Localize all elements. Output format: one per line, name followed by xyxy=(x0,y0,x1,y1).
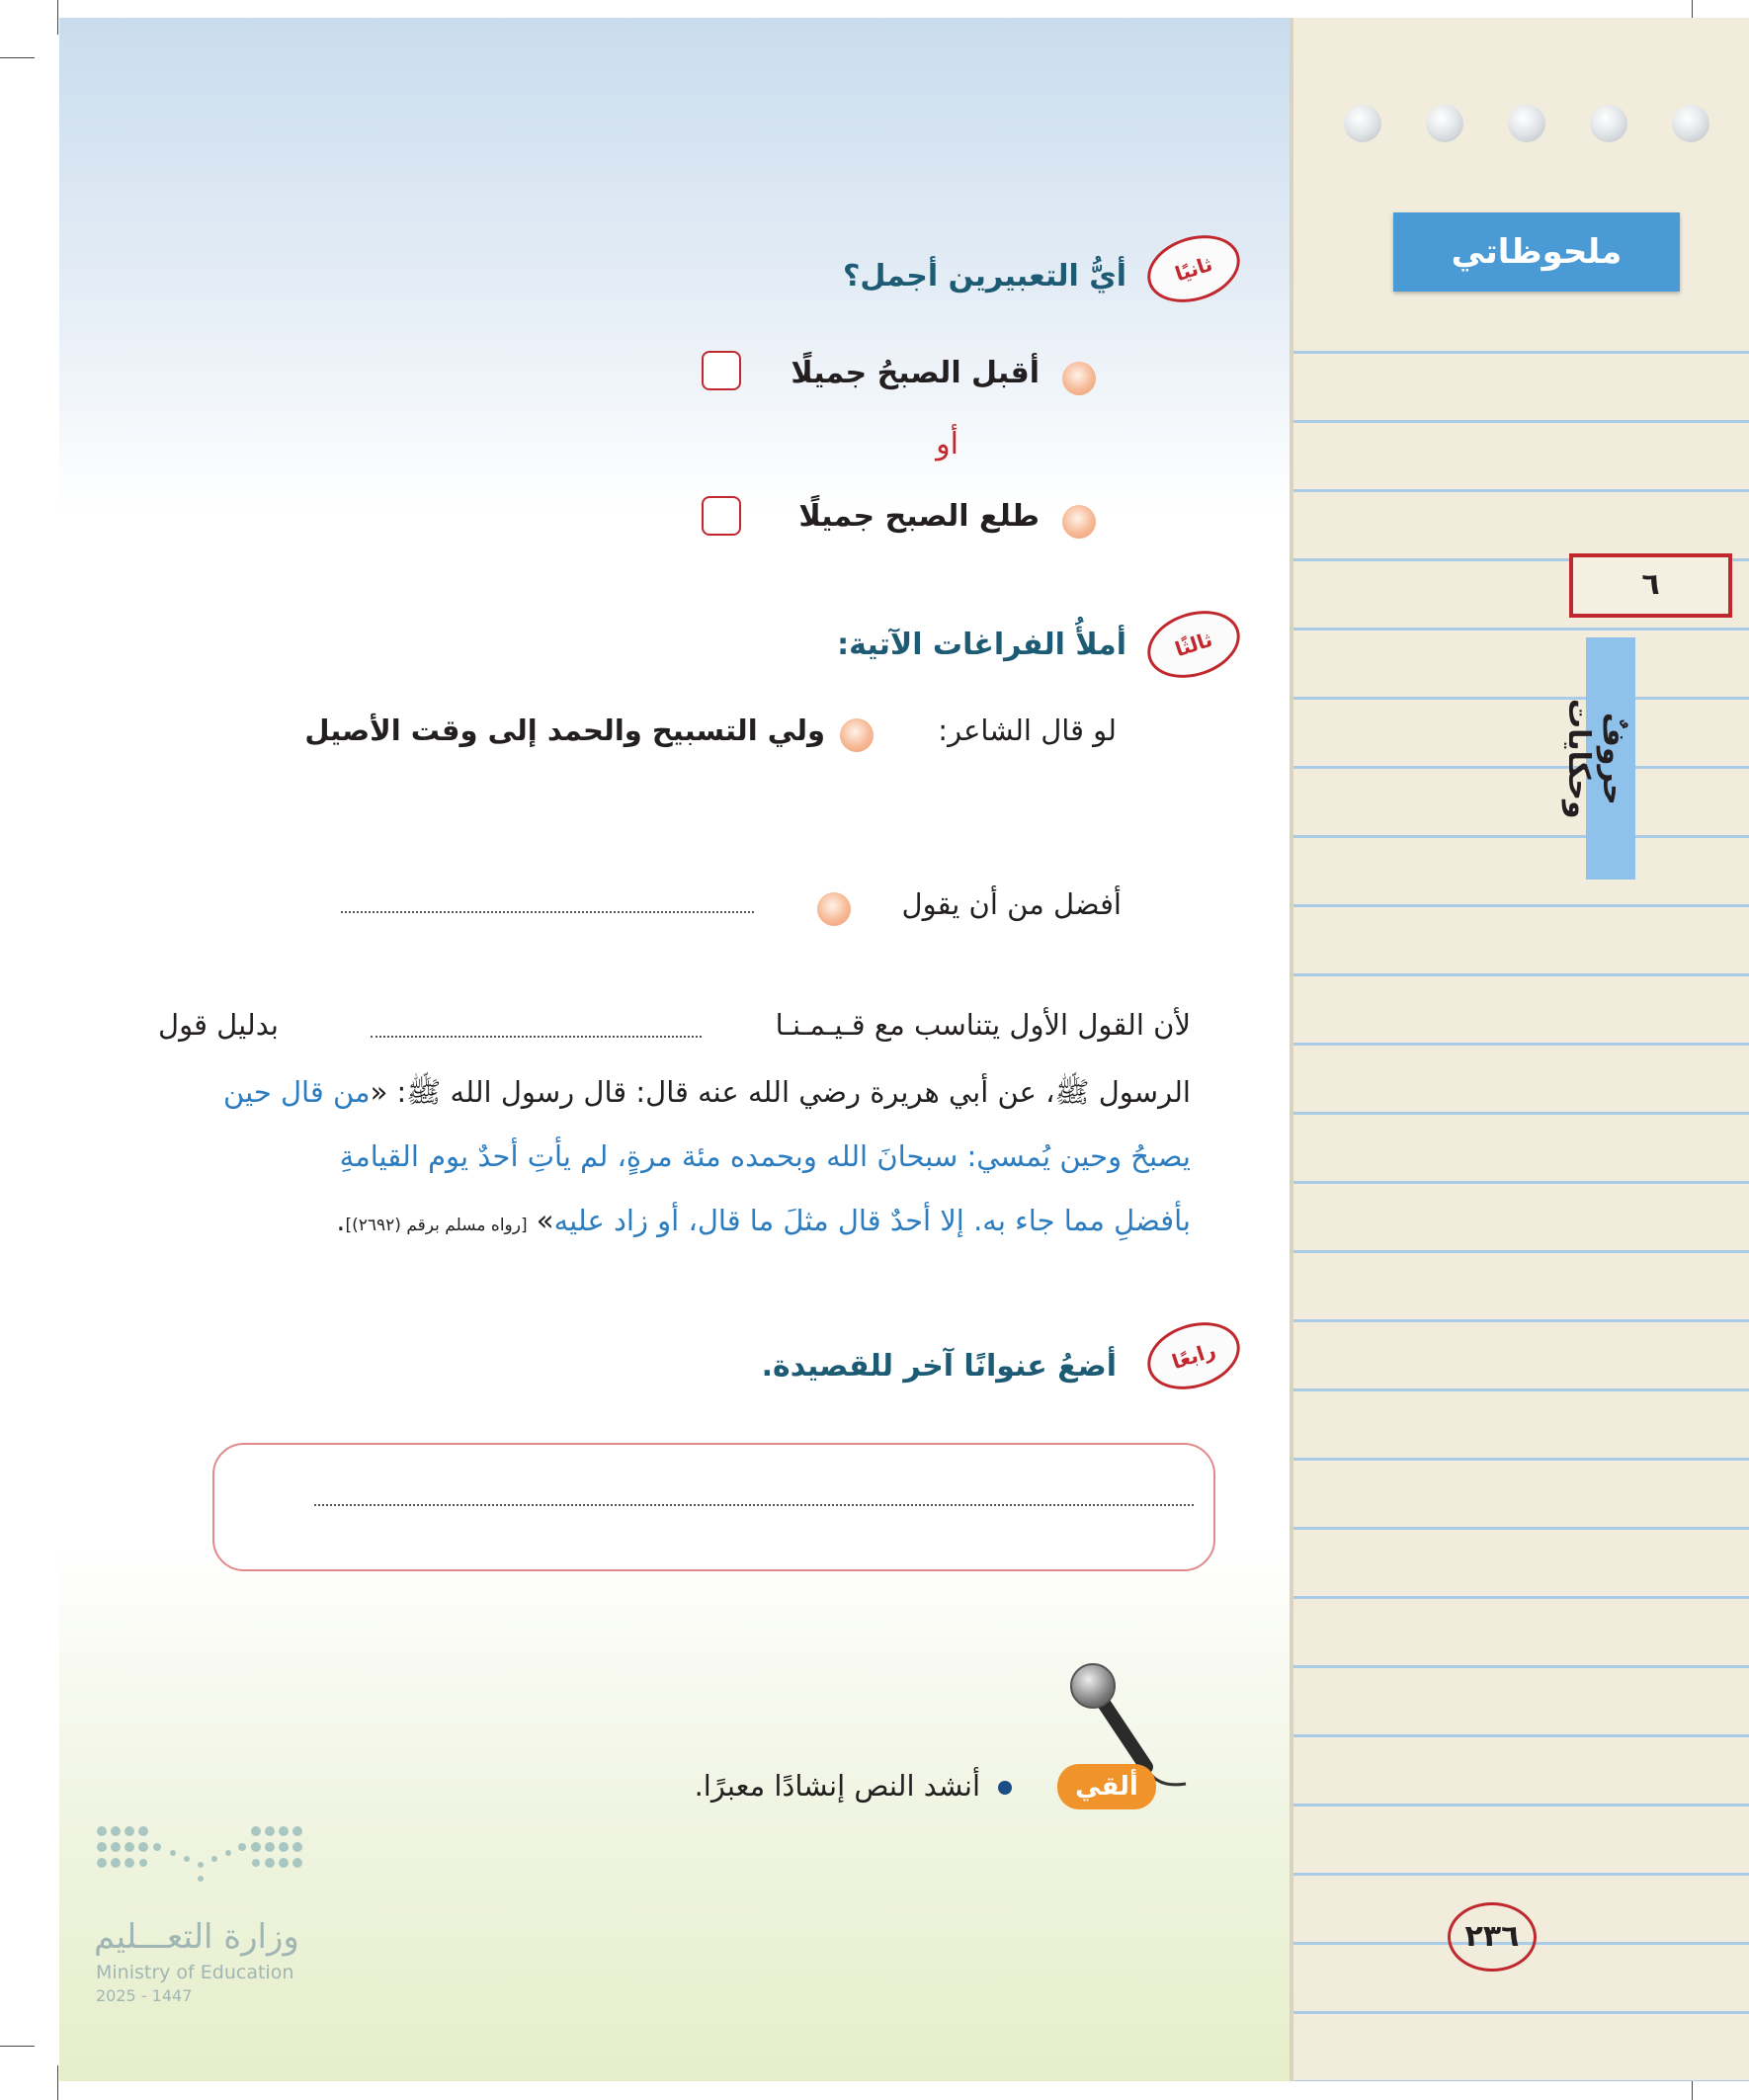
section-badge-fourth: رابعًا xyxy=(1138,1311,1248,1401)
line-1-prefix: لو قال الشاعر: xyxy=(938,714,1117,747)
title-answer-box[interactable] xyxy=(212,1443,1215,1571)
ministry-name-en: Ministry of Education xyxy=(96,1962,294,1983)
hadith-text-start: من قال حين xyxy=(223,1075,371,1109)
recite-instruction: أنشد النص إنشادًا معبرًا. xyxy=(694,1769,980,1803)
or-label: أو xyxy=(936,427,958,462)
section-2-question: أيُّ التعبيرين أجمل؟ xyxy=(842,259,1126,294)
section-4-question: أضعُ عنوانًا آخر للقصيدة. xyxy=(761,1349,1117,1384)
line-1-quote: ولي التسبيح والحمد إلى وقت الأصيل xyxy=(304,714,825,747)
section-3-question: أملأُ الفراغات الآتية: xyxy=(837,628,1126,662)
recite-bullet xyxy=(998,1781,1012,1795)
title-answer-line[interactable] xyxy=(314,1504,1194,1506)
crop-mark xyxy=(0,57,35,58)
option-1-checkbox[interactable] xyxy=(702,351,741,390)
binder-hole xyxy=(1344,105,1381,142)
notes-panel xyxy=(1290,18,1749,2081)
fill-blank-values[interactable] xyxy=(371,1036,702,1038)
para-line-2 xyxy=(223,1075,1191,1117)
section-badge-third: ثالثًا xyxy=(1138,600,1248,690)
option-1-text: أقبل الصبحُ جميلًا xyxy=(791,356,1040,390)
option-1-bullet xyxy=(1062,362,1096,395)
fill-blank-line-2[interactable] xyxy=(341,911,754,913)
notes-title: ملحوظاتي xyxy=(1393,212,1680,292)
binder-hole xyxy=(1590,105,1627,142)
final-dot: . xyxy=(336,1204,346,1237)
para-line-4 xyxy=(336,1204,1191,1237)
hadith-text-line-3: يصبحُ وحين يُمسي: سبحانَ الله وبحمده مئة مرةٍ، لم يأتِ أحدٌ يوم القيامةِ xyxy=(339,1139,1191,1173)
binder-hole xyxy=(1672,105,1709,142)
crop-mark xyxy=(57,0,58,35)
option-2-bullet xyxy=(1062,505,1096,539)
ministry-year: 2025 - 1447 xyxy=(96,1986,193,2005)
line-2-prefix: أفضل من أن يقول xyxy=(901,887,1122,921)
para-line-1-start: لأن القول الأول يتناسب مع قـيـمـنـا xyxy=(775,1008,1191,1042)
ministry-logo-icon xyxy=(94,1823,311,1883)
para-line-1-end: بدليل قول xyxy=(158,1008,279,1042)
unit-number: ٦ xyxy=(1569,553,1732,618)
crop-mark xyxy=(0,2046,35,2047)
option-2-text: طلع الصبح جميلًا xyxy=(798,499,1040,534)
recite-tag: ألقي xyxy=(1057,1764,1156,1809)
page-number: ٢٣٦ xyxy=(1448,1902,1537,1972)
binder-hole xyxy=(1426,105,1463,142)
section-badge-second: ثانيًا xyxy=(1138,224,1248,314)
hadith-citation: [رواه مسلم برقم (٢٦٩٢)] xyxy=(345,1216,528,1235)
para-line-2-normal: الرسول ﷺ، عن أبي هريرة رضي الله عنه قال: قال رسول الله ﷺ: « xyxy=(370,1075,1191,1109)
option-2-checkbox[interactable] xyxy=(702,496,741,536)
line-1-bullet xyxy=(840,718,874,752)
crop-mark xyxy=(57,2065,58,2100)
quote-close: » xyxy=(527,1204,554,1237)
ministry-name-ar: وزارة التعـــليم xyxy=(94,1917,299,1957)
hadith-text-line-4: بأفضلِ مما جاء به. إلا أحدٌ قال مثلَ ما قال، أو زاد عليه xyxy=(553,1204,1191,1237)
unit-title: حروفٌ وحكايات xyxy=(1561,698,1630,819)
line-2-bullet xyxy=(817,892,851,926)
binder-hole xyxy=(1508,105,1545,142)
